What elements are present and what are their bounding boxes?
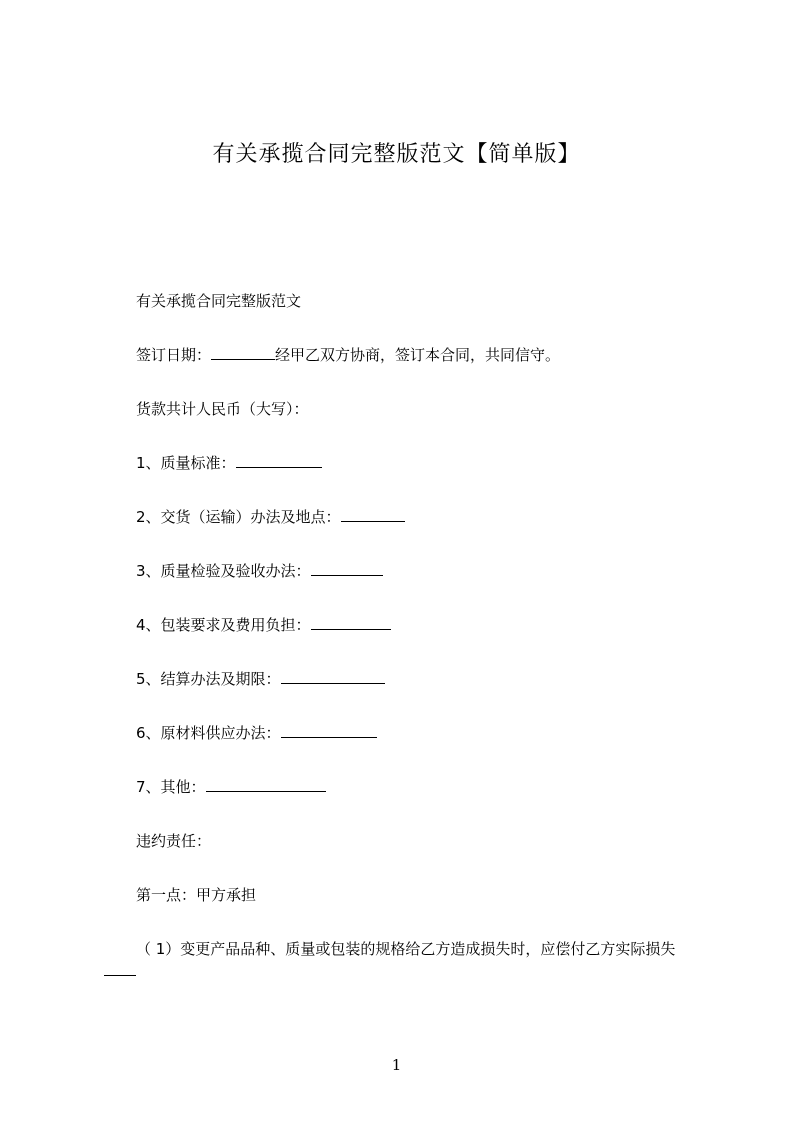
item-label: 7、其他：: [136, 778, 206, 796]
sign-date-label: 签订日期：: [136, 346, 212, 364]
item-blank: [281, 668, 385, 684]
item-settlement: [136, 668, 385, 690]
item-other: [136, 776, 326, 798]
item-packaging: [136, 614, 391, 636]
clause-1: [104, 938, 704, 960]
item-blank: [236, 452, 322, 468]
item-label: 3、质量检验及验收办法：: [136, 562, 311, 580]
item-inspection: [136, 560, 383, 582]
item-blank: [206, 776, 326, 792]
item-quality-standard: [136, 452, 322, 474]
item-label: 5、结算办法及期限：: [136, 670, 281, 688]
document-subtitle: 有关承揽合同完整版范文: [136, 292, 302, 310]
item-blank: [341, 506, 405, 522]
item-label: 1、质量标准：: [136, 454, 236, 472]
clause-1-text: （ 1）变更产品品种、质量或包装的规格给乙方造成损失时，应偿付乙方实际损失: [136, 940, 676, 958]
item-delivery: [136, 506, 405, 528]
item-label: 2、交货（运输）办法及地点：: [136, 508, 341, 526]
sign-date-line: [136, 344, 560, 366]
item-materials: [136, 722, 377, 744]
total-amount-label: 货款共计人民币（大写）：: [136, 400, 309, 418]
item-label: 6、原材料供应办法：: [136, 724, 281, 742]
clause-1-blank: [104, 960, 136, 976]
item-label: 4、包装要求及费用负担：: [136, 616, 311, 634]
item-blank: [311, 614, 391, 630]
clause-1-continuation: [104, 960, 136, 982]
point-one-heading: 第一点：甲方承担: [136, 886, 257, 904]
breach-heading: 违约责任：: [136, 832, 212, 850]
document-title: 有关承揽合同完整版范文【简单版】: [212, 142, 581, 167]
sign-date-suffix: 经甲乙双方协商，签订本合同，共同信守。: [275, 346, 561, 364]
item-blank: [311, 560, 383, 576]
item-blank: [281, 722, 377, 738]
page-number: 1: [391, 1056, 402, 1074]
sign-date-blank: [211, 344, 275, 360]
